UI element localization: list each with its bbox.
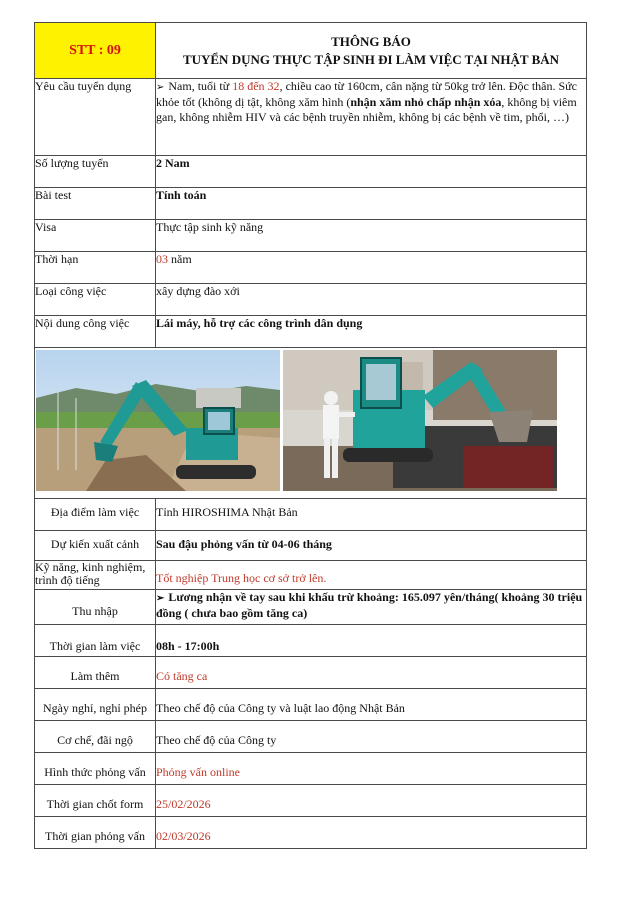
row-benefits xyxy=(35,721,587,753)
tattoo-note: nhận xăm nhỏ chấp nhận xóa xyxy=(350,95,502,109)
row-test xyxy=(35,188,587,220)
arrow-bullet-icon: ➢ xyxy=(156,82,165,93)
row-location xyxy=(35,499,587,531)
job-notice-document xyxy=(34,22,587,849)
notice-title xyxy=(156,23,587,79)
value-visa: Thực tập sinh kỹ năng xyxy=(156,220,587,252)
row-photos xyxy=(35,348,587,499)
label-visa: Visa xyxy=(35,220,156,252)
value-job-type: xây dựng đào xới xyxy=(156,284,587,316)
row-skills xyxy=(35,561,587,590)
label-departure: Dự kiến xuất cảnh xyxy=(35,531,156,561)
stt-badge: STT : 09 xyxy=(35,23,156,79)
arrow-bullet-icon: ➢ xyxy=(156,593,165,604)
row-term xyxy=(35,252,587,284)
value-interview-time: 02/03/2026 xyxy=(156,817,587,849)
excavator-photo-left xyxy=(36,350,280,491)
label-requirements: Yêu cầu tuyển dụng xyxy=(35,79,156,156)
value-hours: 08h - 17:00h xyxy=(156,625,587,657)
label-test: Bài test xyxy=(35,188,156,220)
value-job-content: Lái máy, hỗ trợ các công trình dân dụng xyxy=(156,316,587,348)
value-skills: Tốt nghiệp Trung học cơ sở trở lên. xyxy=(156,561,587,590)
value-deadline: 25/02/2026 xyxy=(156,785,587,817)
row-holidays xyxy=(35,689,587,721)
age-range: 18 đến 32 xyxy=(232,79,280,93)
label-job-content: Nội dung công việc xyxy=(35,316,156,348)
label-holidays: Ngày nghỉ, nghỉ phép xyxy=(35,689,156,721)
label-quantity: Số lượng tuyển xyxy=(35,156,156,188)
label-skills: Kỹ năng, kinh nghiệm, trình độ tiếng xyxy=(35,561,156,590)
value-requirements: ➢ Nam, tuổi từ 18 đến 32, chiều cao từ 160cm, cân nặng từ 50kg trở lên. Độc thân. Sức khỏe tốt (không dị tật, không xăm hình (nhận xăm nhỏ chấp nhận xóa, không bị viêm gan, không nhiễm HIV và các bệnh truyền nhiễm, không bị các bệnh về tim, phổi, …) xyxy=(156,79,587,156)
job-notice-table xyxy=(34,22,587,849)
value-income: ➢ Lương nhận về tay sau khi khấu trừ khoảng: 165.097 yên/tháng( khoảng 30 triệu đồng ( chưa bao gồm tăng ca) xyxy=(156,590,587,625)
row-job-type xyxy=(35,284,587,316)
row-job-content xyxy=(35,316,587,348)
label-location: Địa điểm làm việc xyxy=(35,499,156,531)
row-quantity xyxy=(35,156,587,188)
value-overtime: Có tăng ca xyxy=(156,657,587,689)
value-test: Tính toán xyxy=(156,188,587,220)
row-visa xyxy=(35,220,587,252)
row-requirements xyxy=(35,79,587,156)
value-departure: Sau đậu phỏng vấn từ 04-06 tháng xyxy=(156,531,587,561)
label-interview-form: Hình thức phỏng vấn xyxy=(35,753,156,785)
label-term: Thời hạn xyxy=(35,252,156,284)
value-holidays: Theo chế độ của Công ty và luật lao động Nhật Bản xyxy=(156,689,587,721)
row-interview-time xyxy=(35,817,587,849)
label-interview-time: Thời gian phỏng vấn xyxy=(35,817,156,849)
value-interview-form: Phỏng vấn online xyxy=(156,753,587,785)
value-benefits: Theo chế độ của Công ty xyxy=(156,721,587,753)
value-location: Tỉnh HIROSHIMA Nhật Bản xyxy=(156,499,587,531)
row-deadline xyxy=(35,785,587,817)
photos-cell xyxy=(35,348,587,499)
row-hours xyxy=(35,625,587,657)
row-departure xyxy=(35,531,587,561)
row-overtime xyxy=(35,657,587,689)
value-quantity: 2 Nam xyxy=(156,156,587,188)
label-deadline: Thời gian chốt form xyxy=(35,785,156,817)
title-line-1: THÔNG BÁO xyxy=(331,33,411,49)
row-income xyxy=(35,590,587,625)
value-term: 03 năm xyxy=(156,252,587,284)
header-row xyxy=(35,23,587,79)
label-benefits: Cơ chế, đãi ngộ xyxy=(35,721,156,753)
label-job-type: Loại công việc xyxy=(35,284,156,316)
title-line-2: TUYỂN DỤNG THỰC TẬP SINH ĐI LÀM VIỆC TẠI NHẬT BẢN xyxy=(182,51,560,67)
label-hours: Thời gian làm việc xyxy=(35,625,156,657)
row-interview-form xyxy=(35,753,587,785)
label-income: Thu nhập xyxy=(35,590,156,625)
label-overtime: Làm thêm xyxy=(35,657,156,689)
excavator-photo-right xyxy=(283,350,557,491)
